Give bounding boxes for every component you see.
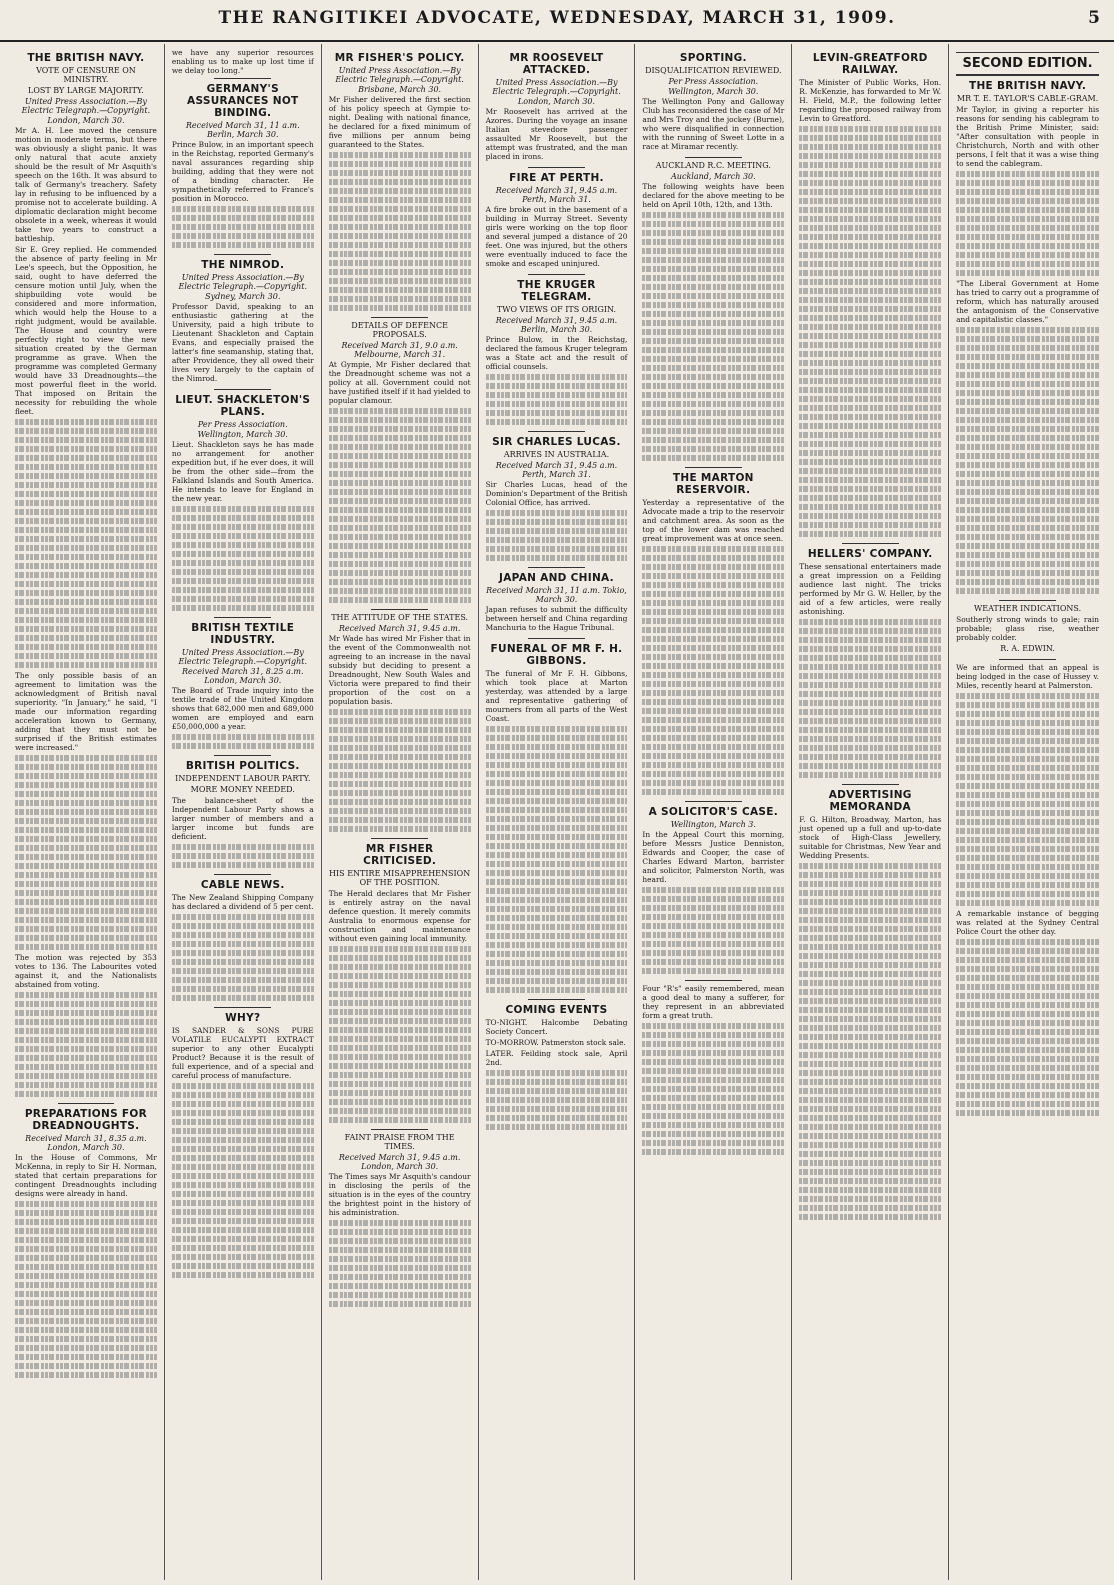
credit-line: United Press Association.—By Electric Telegraph.—Copyright. [335,66,464,84]
subheading: AUCKLAND R.C. MEETING. [655,161,771,170]
headline: SIR CHARLES LUCAS. [492,436,621,448]
article-text: The only possible basis of an agreement to limitation was the acknowledgment of British naval superiority. "In January," he said, "I made our information regarding acceleration known to Germany, adding that they must not be surprised if the British estimates were increased." [15,671,157,752]
article-text: At Gympie, Mr Fisher declared that the Dreadnought scheme was not a policy at all. Government could not have justified itself if it had yielded to popular clamour. [328,360,471,405]
headline: MR FISHER CRITICISED. [363,843,437,867]
article-text: The Board of Trade inquiry into the textile trade of the United Kingdom shows that 682,000 men and 689,000 women are employed and earn £50,000,000 a year. [171,686,314,731]
article-germany-assurances [172,83,314,248]
headline: FUNERAL OF MR F. H. GIBBONS. [490,643,623,667]
text-lines [15,992,157,1097]
column-3 [322,44,479,1580]
text-lines [329,946,471,1123]
article-british-politics [172,760,314,868]
article-gibbons-funeral [486,643,628,993]
subheading: THE ATTITUDE OF THE STATES. [331,613,469,622]
article-text: IS SANDER & SONS PURE VOLATILE EUCALYPTI EXTRACT superior to any other Eucalypti Product? Because it is the result of full experience, and of a special and careful process of manufacture. [171,1026,314,1080]
event-item: TO-MORROW. Patmerston stock sale. [485,1038,626,1047]
article-text: Mr Taylor, in giving a reporter his reasons for sending his cablegram to the British Prime Minister, said: "After consultation with people in Christchurch, North and with other persons, I felt that it was a wise thing to send the cablegram. [956,105,1099,168]
article-fire-perth [486,172,628,268]
article-hellers-company [799,548,941,778]
article-defence-proposals [329,321,471,603]
text-lines [799,863,941,1220]
column-7 [949,44,1106,1580]
article-text: Mr Roosevelt has arrived at the Azores. During the voyage an insane Italian stevedore passenger assaulted Mr Roosevelt, but the attempt was frustrated, and the man placed in irons. [485,107,628,161]
dateline: Received March 31, 9.45 a.m. [338,624,461,633]
credit-line: United Press Association.—By Electric Telegraph.—Copyright. [492,78,621,96]
subheading: DETAILS OF DEFENCE PROPOSALS. [351,321,448,339]
article-text: The Wellington Pony and Galloway Club has reconsidered the case of Mr and Mrs Troy and the jockey (Burne), who were disqualified in connection with the running of Sweet Lotte in a race at Miramar recently. [642,97,785,151]
article-text: Four "R's" easily remembered, mean a good deal to many a sufferer, for they represent in an abbreviated form a great truth. [642,984,785,1020]
masthead [0,0,1114,42]
article-text: In the Appeal Court this morning, before Messrs Justice Denniston, Edwards and Cooper, the case of Charles Edward Marton, barrister and solicitor, Palmerston North, was heard. [642,830,785,884]
text-lines [172,506,314,611]
article-japan-china [486,572,628,632]
article-textile-industry [172,622,314,749]
dateline: Received March 31, 9.45 a.m. Berlin, March 30. [495,316,618,334]
text-lines [329,152,471,311]
credit-line: Per Press Association. [668,77,759,86]
subheading: TWO VIEWS OF ITS ORIGIN. [496,305,617,314]
headline: JAPAN AND CHINA. [499,572,614,584]
columns [8,44,1106,1580]
article-times-praise [329,1133,471,1307]
article-shackleton-plans [172,394,314,611]
text-lines [956,171,1099,276]
article-text: Prince Bulow, in the Reichstag, declared the famous Kruger telegram was a State act and the result of official counsels. [485,335,628,371]
subheading: WEATHER INDICATIONS. [974,604,1082,613]
headline: A SOLICITOR'S CASE. [648,806,779,818]
subheading: DISQUALIFICATION REVIEWED. [645,66,782,75]
article-text: we have any superior resources enabling us to make up lost time if we delay too long." [171,48,314,75]
advert-rrrr [642,984,784,1155]
article-british-navy-second [956,80,1099,594]
article-cable-news [172,879,314,1001]
headline: THE KRUGER TELEGRAM. [517,279,596,303]
article-text: Prince Bulow, in an important speech in the Reichstag, reported Germany's naval assurances regarding ship building, adding that they were not of a binding character. He sympathetically referred to France's position in Morocco. [171,140,314,203]
article-charles-lucas [486,436,628,561]
article-nimrod [172,259,314,383]
text-lines [329,709,471,832]
text-lines [172,734,314,749]
dateline: Auckland, March 30. [671,172,756,181]
headline: HELLERS' COMPANY. [807,548,933,560]
text-lines [486,726,628,993]
article-british-navy [15,52,157,1097]
text-lines [172,844,314,868]
subheading: MORE MONEY NEEDED. [190,785,295,794]
text-lines [15,1201,157,1378]
headline: BRITISH POLITICS. [185,760,300,772]
subheading: VOTE OF CENSURE ON MINISTRY. [36,66,136,84]
article-fisher-policy [329,52,471,311]
page-number: 5 [1088,8,1100,28]
headline: CABLE NEWS. [200,879,285,891]
text-lines [799,126,941,537]
article-text: The Herald declares that Mr Fisher is entirely astray on the naval defence question. It merely commits Australia to enormous expense for construction and maintenance without even gaining local immunity. [328,889,471,943]
article-dreadnought-preparations [15,1108,157,1378]
dateline: Received March 31, 11 a.m. Tokio, March 30. [486,586,627,604]
dateline: Received March 31, 9.45 a.m. Perth, March 31. [495,186,618,204]
article-local-news [956,663,1099,1116]
article-marton-reservoir [642,472,784,795]
event-item: LATER. Feilding stock sale, April 2nd. [485,1049,628,1067]
text-lines [642,887,784,974]
signature: R. A. EDWIN. [1000,644,1055,653]
text-lines [15,755,157,950]
second-edition-box [956,52,1099,76]
subheading: ARRIVES IN AUSTRALIA. [503,450,610,459]
text-lines [956,693,1099,906]
dateline: Wellington, March 30. [668,87,759,96]
dateline: London, March 30. [517,97,596,106]
article-sporting [642,52,784,151]
coming-events [486,1004,628,1130]
article-text: Japan refuses to submit the difficulty between herself and China regarding Manchuria to the Hague Tribunal. [485,605,628,632]
text-lines [956,939,1099,1116]
text-lines [956,327,1099,594]
headline: LEVIN-GREATFORD RAILWAY. [812,52,928,76]
article-auckland-meeting [642,161,784,461]
headline: ADVERTISING MEMORANDA [828,789,912,813]
article-text: Southerly strong winds to gale; rain probable; glass rise, weather probably colder. [956,615,1099,642]
masthead-title: THE RANGITIKEI ADVOCATE, WEDNESDAY, MARCH 31, 1909. [218,8,896,28]
subheading: INDEPENDENT LABOUR PARTY. [175,774,311,783]
article-roosevelt [486,52,628,161]
text-lines [486,374,628,425]
text-lines [172,206,314,248]
article-text: F. G. Hilton, Broadway, Marton, has just opened up a full and up-to-date stock of High-Class Jewellery, suitable for Christmas, New Year and Wedding Presents. [799,815,942,860]
dateline: Brisbane, March 30. [358,85,442,94]
column-6 [792,44,949,1580]
text-lines [486,510,628,561]
text-lines [642,212,784,461]
article-weather [956,604,1099,653]
headline: BRITISH TEXTILE INDUSTRY. [191,622,295,646]
headline: LIEUT. SHACKLETON'S PLANS. [175,394,311,418]
headline: THE BRITISH NAVY. [27,52,145,64]
article-levin-greatford-railway [799,52,941,537]
subheading: LOST BY LARGE MAJORITY. [28,86,144,95]
headline: THE MARTON RESERVOIR. [672,472,754,496]
dateline: Received March 31, 8.35 a.m. London, March 30. [25,1134,147,1152]
article-text: Mr Wade has wired Mr Fisher that in the event of the Commonwealth not agreeing to an increase in the naval subsidy but deciding to present a Dreadnought, New South Wales and Victoria were prepared to find their proportion of the cost on a population basis. [328,634,471,706]
credit-line: United Press Association.—By Electric Telegraph.—Copyright. [21,97,151,115]
subheading: FAINT PRAISE FROM THE TIMES. [344,1133,455,1151]
article-text: A remarkable instance of begging was related at the Sydney Central Police Court the other day. [956,909,1099,936]
article-text: Lieut. Shackleton says he has made no arrangement for another expedition but, if he ever does, it will be from the other side—from the Falkland Islands and South America. He intends to leave for England in the new year. [171,440,314,503]
subheading: MR T. E. TAYLOR'S CABLE-GRAM. [956,94,1099,103]
article-text: The New Zealand Shipping Company has declared a dividend of 5 per cent. [171,893,314,911]
article-fisher-criticised [329,843,471,1123]
article-text: These sensational entertainers made a great impression on a Feilding audience last night. The tricks performed by Mr G. W. Heller, by the aid of a few articles, were really astonishing. [799,562,942,616]
dateline: Received March 31, 8.25 a.m. London, March 30. [182,667,304,685]
article-text: Yesterday a representative of the Advocate made a trip to the reservoir and catchment area. As soon as the top of the lower dam was reached great improvement was at once seen. [642,498,785,543]
advert-eucalypti [172,1012,314,1278]
text-lines [329,408,471,603]
headline: THE BRITISH NAVY. [969,80,1087,92]
headline: MR FISHER'S POLICY. [334,52,465,64]
article-text: In the House of Commons, Mr McKenna, in reply to Sir H. Norman, stated that certain preparations for contingent Dreadnoughts including designs were already in hand. [15,1153,157,1198]
column-2 [165,44,322,1580]
headline: COMING EVENTS [505,1004,608,1016]
article-text: The motion was rejected by 353 votes to 136. The Labourites voted against it, and the Nationalists abstained from voting. [15,953,157,989]
text-lines [15,419,157,668]
headline: FIRE AT PERTH. [509,172,604,184]
text-lines [172,1083,314,1278]
dateline: Received March 31, 9.0 a.m. Melbourne, March 31. [341,341,458,359]
article-text: The Minister of Public Works, Hon. R. McKenzie, has forwarded to Mr W. H. Field, M.P., the following letter regarding the proposed railway from Levin to Greatford. [799,78,942,123]
credit-line: United Press Association.—By Electric Telegraph.—Copyright. [178,273,308,291]
article-advertising-memoranda [799,789,941,1220]
headline: PREPARATIONS FOR DREADNOUGHTS. [24,1108,148,1132]
subheading: HIS ENTIRE MISAPPREHENSION OF THE POSITION. [329,869,471,887]
article-text: The funeral of Mr F. H. Gibbons, which took place at Marton yesterday, was attended by a large and representative gathering of mourners from all parts of the West Coast. [485,669,628,723]
dateline: Wellington, March 30. [197,430,288,439]
dateline: Wellington, March 3. [670,820,756,829]
article-text: Mr A. H. Lee moved the censure motion in moderate terms, but there was obviously a slight panic. It was only natural that acute anxiety should be the result of Mr Asquith's speech on the 16th. It was absurd to talk of Germany's treachery. Safety lay in refusing to be influenced by a promise not to accelerate building. A diplomatic declaration might become obsolete in a week, whereas it would take two years to construct a battleship. [15,126,157,243]
text-lines [329,1220,471,1307]
dateline: Received March 31, 11 a.m. Berlin, March 30. [185,121,300,139]
headline: WHY? [225,1012,261,1024]
text-lines [172,914,314,1001]
text-lines [799,619,941,778]
credit-line: Per Press Association. [197,420,288,429]
article-text: A fire broke out in the basement of a building in Murray Street. Seventy girls were working on the top floor and several jumped a distance of 20 feet. One was injured, but the others were eventually induced to face the smoke and escaped uninjured. [485,205,628,268]
text-lines [486,1070,628,1130]
text-lines [642,546,784,795]
article-text: The balance-sheet of the Independent Labour Party shows a larger number of members and a larger income but funds are deficient. [171,796,314,841]
article-kruger-telegram [486,279,628,425]
column-4 [479,44,636,1580]
headline: THE NIMROD. [201,259,285,271]
article-text: Professor David, speaking to an enthusiastic gathering at the University, paid a high tribute to Lieutenant Shackleton and Captain Evans, and especially praised the latter's fine seamanship, stating that, after Providence, they all owed their lives very largely to the captain of the Nimrod. [171,302,314,383]
article-text: Mr Fisher delivered the first section of his policy speech at Gympie to-night. Dealing with national finance, he declared for a fixed minimum of five millions per annum being guaranteed to the States. [328,95,471,149]
credit-line: United Press Association.—By Electric Telegraph.—Copyright. [178,648,308,666]
dateline: Received March 31, 9.45 a.m. London, March 30. [338,1153,461,1171]
headline: MR ROOSEVELT ATTACKED. [509,52,604,76]
headline: GERMANY'S ASSURANCES NOT BINDING. [187,83,299,119]
event-item: TO-NIGHT. Halcombe Debating Society Concert. [485,1018,628,1036]
column-1 [8,44,165,1580]
dateline: Sydney, March 30. [205,292,281,301]
article-text: Sir Charles Lucas, head of the Dominion's Department of the British Colonial Office, has arrived. [485,480,628,507]
dateline: London, March 30. [47,116,125,125]
article-text: "The Liberal Government at Home has tried to carry out a programme of reform, which has naturally aroused the antagonism of the Conservative and capitalistic classes." [956,279,1099,324]
article-text: The Times says Mr Asquith's candour in disclosing the perils of the situation is in the eyes of the country the brightest point in the history of his administration. [328,1172,471,1217]
article-text: Sir E. Grey replied. He commended the absence of party feeling in Mr Lee's speech, but the Opposition, he said, ought to have deferred the censure motion until July, when the shipbuilding vote would be considered and more information, which would help the House to a right judgment, would be available. The House and country were perfectly right to view the new situation created by the German programme as grave. When the programme was completed Germany would have 33 Dreadnoughts—the most powerful fleet in the world. That imposed on Britain the necessity for rebuilding the whole fleet. [15,245,157,416]
text-lines [642,1023,784,1155]
article-text: The following weights have been declared for the above meeting to be held on April 10th, 12th, and 13th. [642,182,785,209]
article-states-attitude [329,613,471,832]
article-text: We are informed that an appeal is being lodged in the case of Hussey v. Miles, recently heard at Palmerston. [956,663,1099,690]
article-solicitor-case [642,806,784,974]
headline: SPORTING. [679,52,747,64]
dateline: Received March 31, 9.45 a.m. Perth, March 31. [495,461,618,479]
headline: SECOND EDITION. [956,53,1099,75]
column-5 [635,44,792,1580]
